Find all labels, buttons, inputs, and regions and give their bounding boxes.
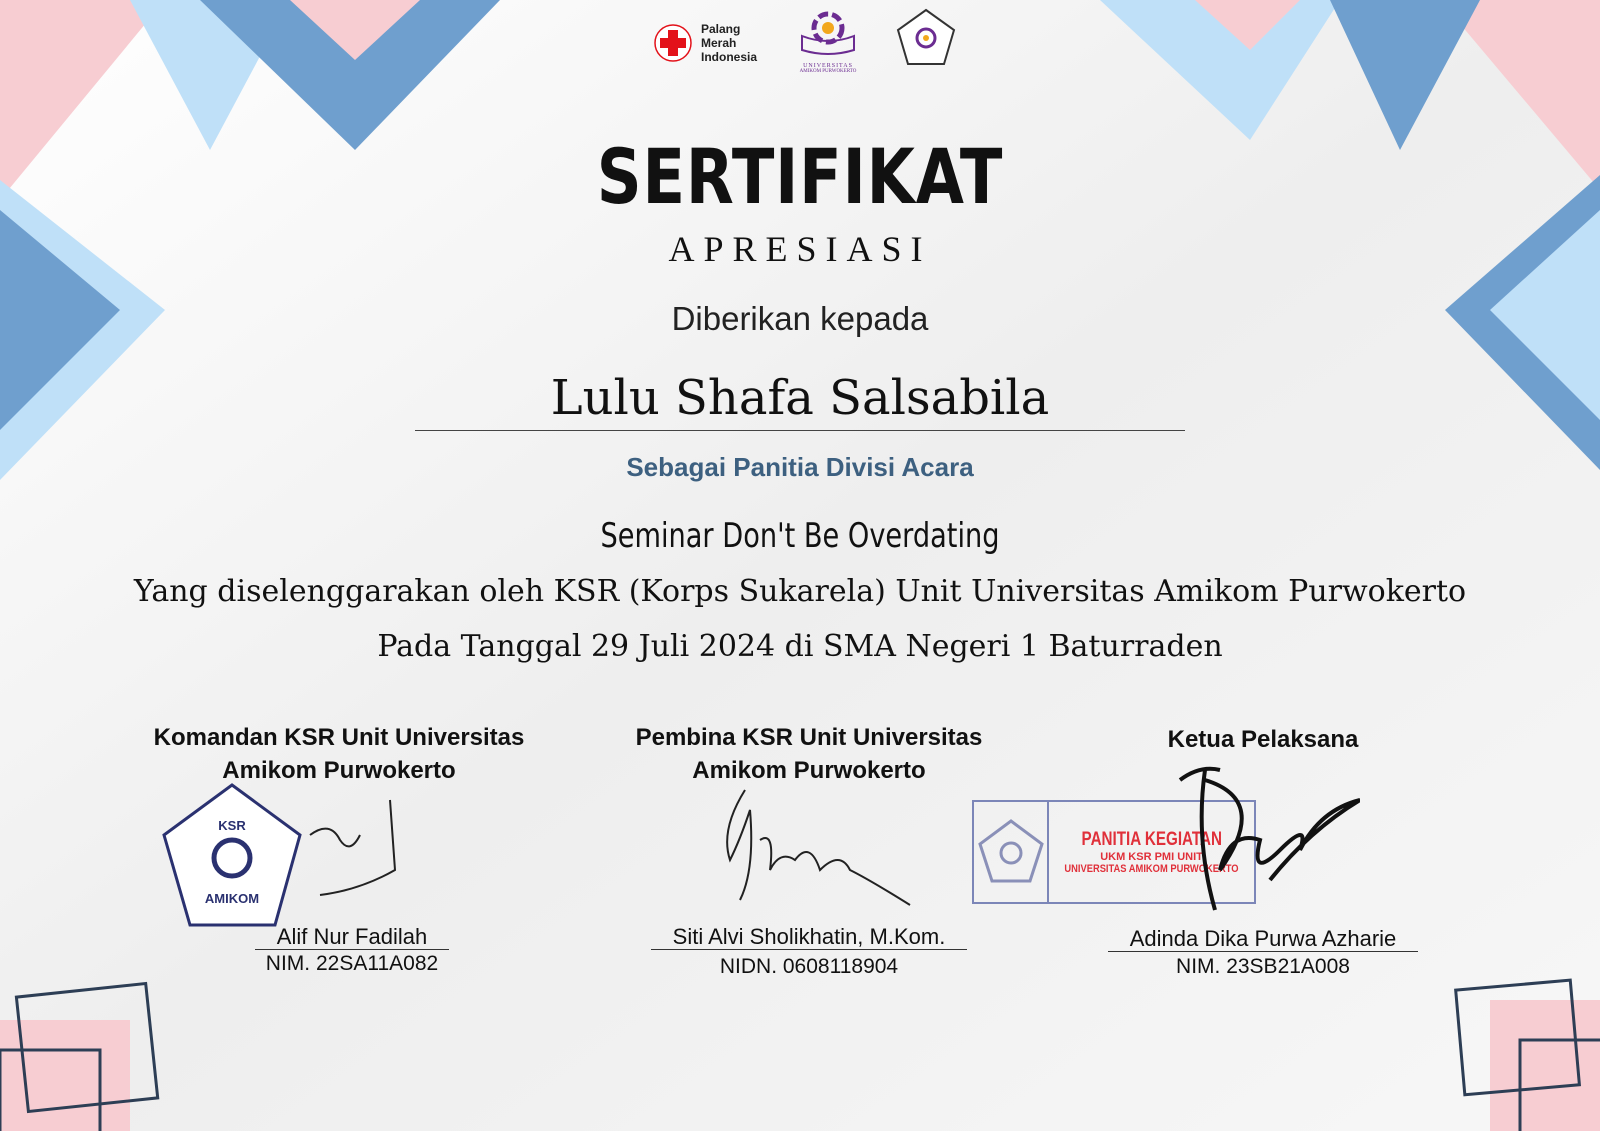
svg-text:KSR: KSR	[218, 818, 246, 833]
stamp-line: UNIVERSITAS AMIKOM PURWOKERTO	[1064, 863, 1239, 875]
signatory-name	[579, 924, 1039, 950]
signatory-name	[122, 924, 582, 950]
signatory-title-commander	[109, 721, 569, 787]
pmi-logo-line: Merah	[701, 36, 737, 50]
name-underline	[415, 430, 1185, 431]
signatory-id: NIM. 22SA11A082	[265, 952, 439, 975]
signatory-name-text: Adinda Dika Purwa Azharie	[1108, 926, 1419, 952]
signatory-title-chair	[1033, 723, 1493, 756]
university-emblem-icon	[798, 6, 858, 58]
signatory-title-line: Ketua Pelaksana	[1167, 726, 1359, 753]
signatory-name	[1033, 926, 1493, 952]
pmi-logo-line: Palang	[701, 22, 741, 36]
red-cross-icon	[653, 23, 693, 63]
signatory-name-text: Alif Nur Fadilah	[255, 924, 449, 950]
pmi-logo	[653, 22, 757, 64]
university-logo	[788, 6, 868, 74]
given-to-label: Diberikan kepada	[671, 300, 929, 337]
stamp-line: UKM KSR PMI UNIT	[1100, 851, 1203, 863]
signatory-id: NIM. 23SB21A008	[1176, 955, 1350, 978]
recipient-role: Sebagai Panitia Divisi Acara	[626, 452, 974, 482]
svg-text:AMIKOM: AMIKOM	[204, 891, 260, 906]
event-name: Seminar Don't Be Overdating	[600, 516, 1000, 556]
advisor-signature	[700, 780, 920, 920]
stamp-emblem	[974, 802, 1049, 902]
university-caption-bottom: AMIKOM PURWOKERTO	[799, 69, 857, 74]
signatory-name-text: Siti Alvi Sholikhatin, M.Kom.	[651, 924, 968, 950]
signatory-id: NIDN. 0608118904	[719, 955, 899, 978]
ksr-logo	[896, 8, 956, 71]
signatory-title-line: Amikom Purwokerto	[222, 757, 456, 784]
signatory-title-advisor	[579, 721, 1039, 787]
ksr-pentagon-icon	[976, 817, 1046, 887]
pmi-logo-line: Indonesia	[701, 50, 758, 64]
university-caption-top: UNIVERSITAS	[803, 63, 853, 69]
date-line: Pada Tanggal 29 Juli 2024 di SMA Negeri 1 Baturraden	[377, 629, 1223, 664]
ksr-stamp-and-signature	[160, 780, 420, 930]
certificate-title: SERTIFIKAT	[596, 132, 1004, 221]
signatory-title-line: Pembina KSR Unit Universitas	[635, 724, 983, 751]
ksr-pentagon-icon	[896, 8, 956, 66]
chair-signature	[1160, 760, 1360, 920]
stamp-title: PANITIA KEGIATAN	[1081, 829, 1222, 850]
signatory-title-line: Amikom Purwokerto	[692, 757, 926, 784]
recipient-name: Lulu Shafa Salsabila	[550, 370, 1050, 426]
organizer-line: Yang diselenggarakan oleh KSR (Korps Sukarela) Unit Universitas Amikom Purwokerto	[133, 574, 1467, 609]
signatory-title-line: Komandan KSR Unit Universitas	[153, 724, 525, 751]
certificate-subtitle: APRESIASI	[668, 229, 932, 269]
